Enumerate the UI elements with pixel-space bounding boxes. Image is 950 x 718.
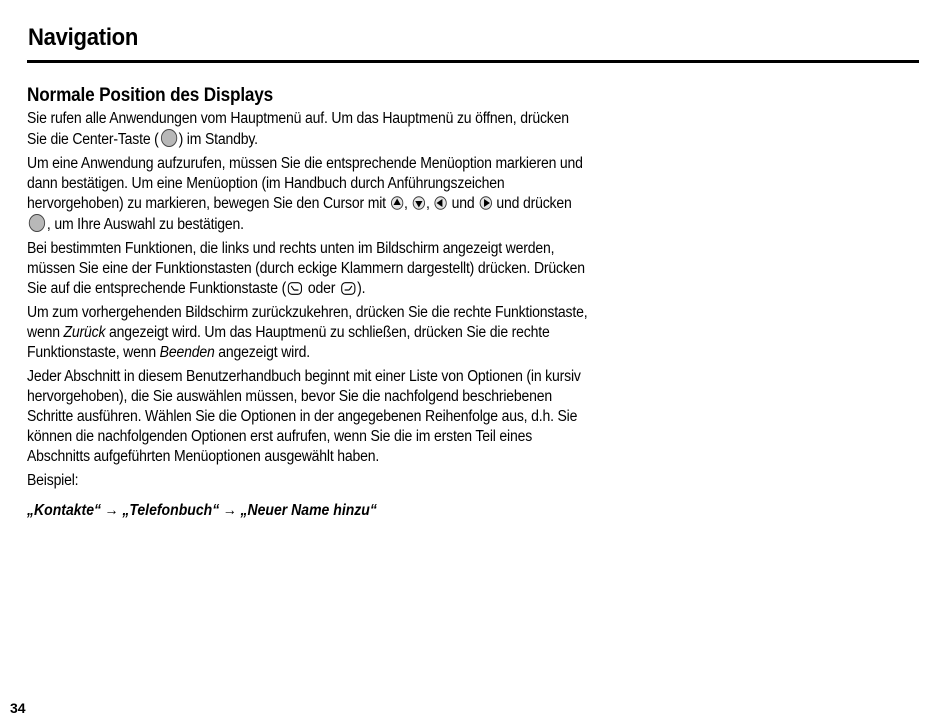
- paragraph-example-label: Beispiel:: [27, 472, 79, 489]
- p4-text-c: angezeigt wird.: [218, 344, 310, 361]
- nav-left-icon: [434, 196, 447, 210]
- center-key-icon: [160, 129, 176, 147]
- p2-und2: und drücken: [496, 195, 572, 212]
- p2-und1: und: [451, 195, 475, 212]
- p4-text-b: angezeigt wird. Um das Hauptmenü zu schließen, drücken Sie die rechte Funktionstaste, wenn: [27, 324, 550, 361]
- p3-oder: oder: [307, 280, 336, 297]
- title-rule: [27, 60, 919, 63]
- paragraph-options: Jeder Abschnitt in diesem Benutzerhandbuch beginnt mit einer Liste von Optionen (in kursiv hervorgehoben), die Sie auswählen müssen, bevor Sie die nachfolgend beschriebenen Schritte ausführen. Wählen Sie die Optionen in der angegebenen Reihenfolge aus, d.h. Sie können die nachfolgenden Optionen erst aufrufen, wenn Sie die im ersten Teil eines Abschnitts aufgeführten Menüoptionen ausgewählt haben.: [27, 368, 581, 465]
- page-number: 34: [10, 700, 26, 716]
- paragraph-main-menu: [27, 109, 588, 150]
- content: [27, 84, 588, 521]
- paragraph-back: [27, 303, 588, 363]
- center-key-icon: [29, 214, 45, 232]
- arrow-right-icon: →: [222, 502, 237, 519]
- p2-text-b: , um Ihre Auswahl zu bestätigen.: [46, 216, 244, 233]
- p1-text-b: ) im Standby.: [178, 131, 258, 148]
- beenden-label: Beenden: [159, 344, 215, 361]
- p1-text-a: Sie rufen alle Anwendungen vom Hauptmenü auf. Um das Hauptmenü zu öffnen, drücken Sie die Center-Taste (: [27, 110, 569, 148]
- p2-text-a: Um eine Anwendung aufzurufen, müssen Sie die entsprechende Menüoption markieren und dann bestätigen. Um eine Menüoption (im Handbuch durch Anführungszeichen hervorgehoben) zu markieren, bewegen Sie den Cursor mit: [27, 155, 583, 212]
- page-title: Navigation: [28, 24, 139, 51]
- p4-text-a: Um zum vorhergehenden Bildschirm zurückzukehren, drücken Sie die rechte Funktionstaste, wenn: [27, 304, 588, 341]
- zurueck-label: Zurück: [63, 324, 106, 341]
- example-item-kontakte: „Kontakte“: [27, 502, 102, 519]
- nav-up-icon: [390, 196, 403, 210]
- example-path: [27, 501, 588, 521]
- nav-down-icon: [412, 196, 425, 210]
- arrow-right-icon: →: [104, 502, 119, 519]
- paragraph-cursor: [27, 154, 588, 235]
- nav-right-icon: [479, 196, 492, 210]
- p3-text-a: Bei bestimmten Funktionen, die links und rechts unten im Bildschirm angezeigt werden, müssen Sie eine der Funktionstasten (durch eckige Klammern dargestellt) drücken. Drücken Sie auf die entsprechende Funktionstaste (: [27, 240, 585, 297]
- p2-sep1: ,: [404, 195, 408, 212]
- example-item-neuer-name: „Neuer Name hinzu“: [240, 502, 377, 519]
- right-softkey-icon: [341, 282, 355, 295]
- section-heading: Normale Position des Displays: [27, 85, 274, 106]
- left-softkey-icon: [288, 282, 302, 295]
- paragraph-softkeys: [27, 239, 588, 299]
- p2-sep2: ,: [425, 195, 430, 212]
- example-item-telefonbuch: „Telefonbuch“: [122, 502, 220, 519]
- p3-text-b: ).: [357, 280, 366, 297]
